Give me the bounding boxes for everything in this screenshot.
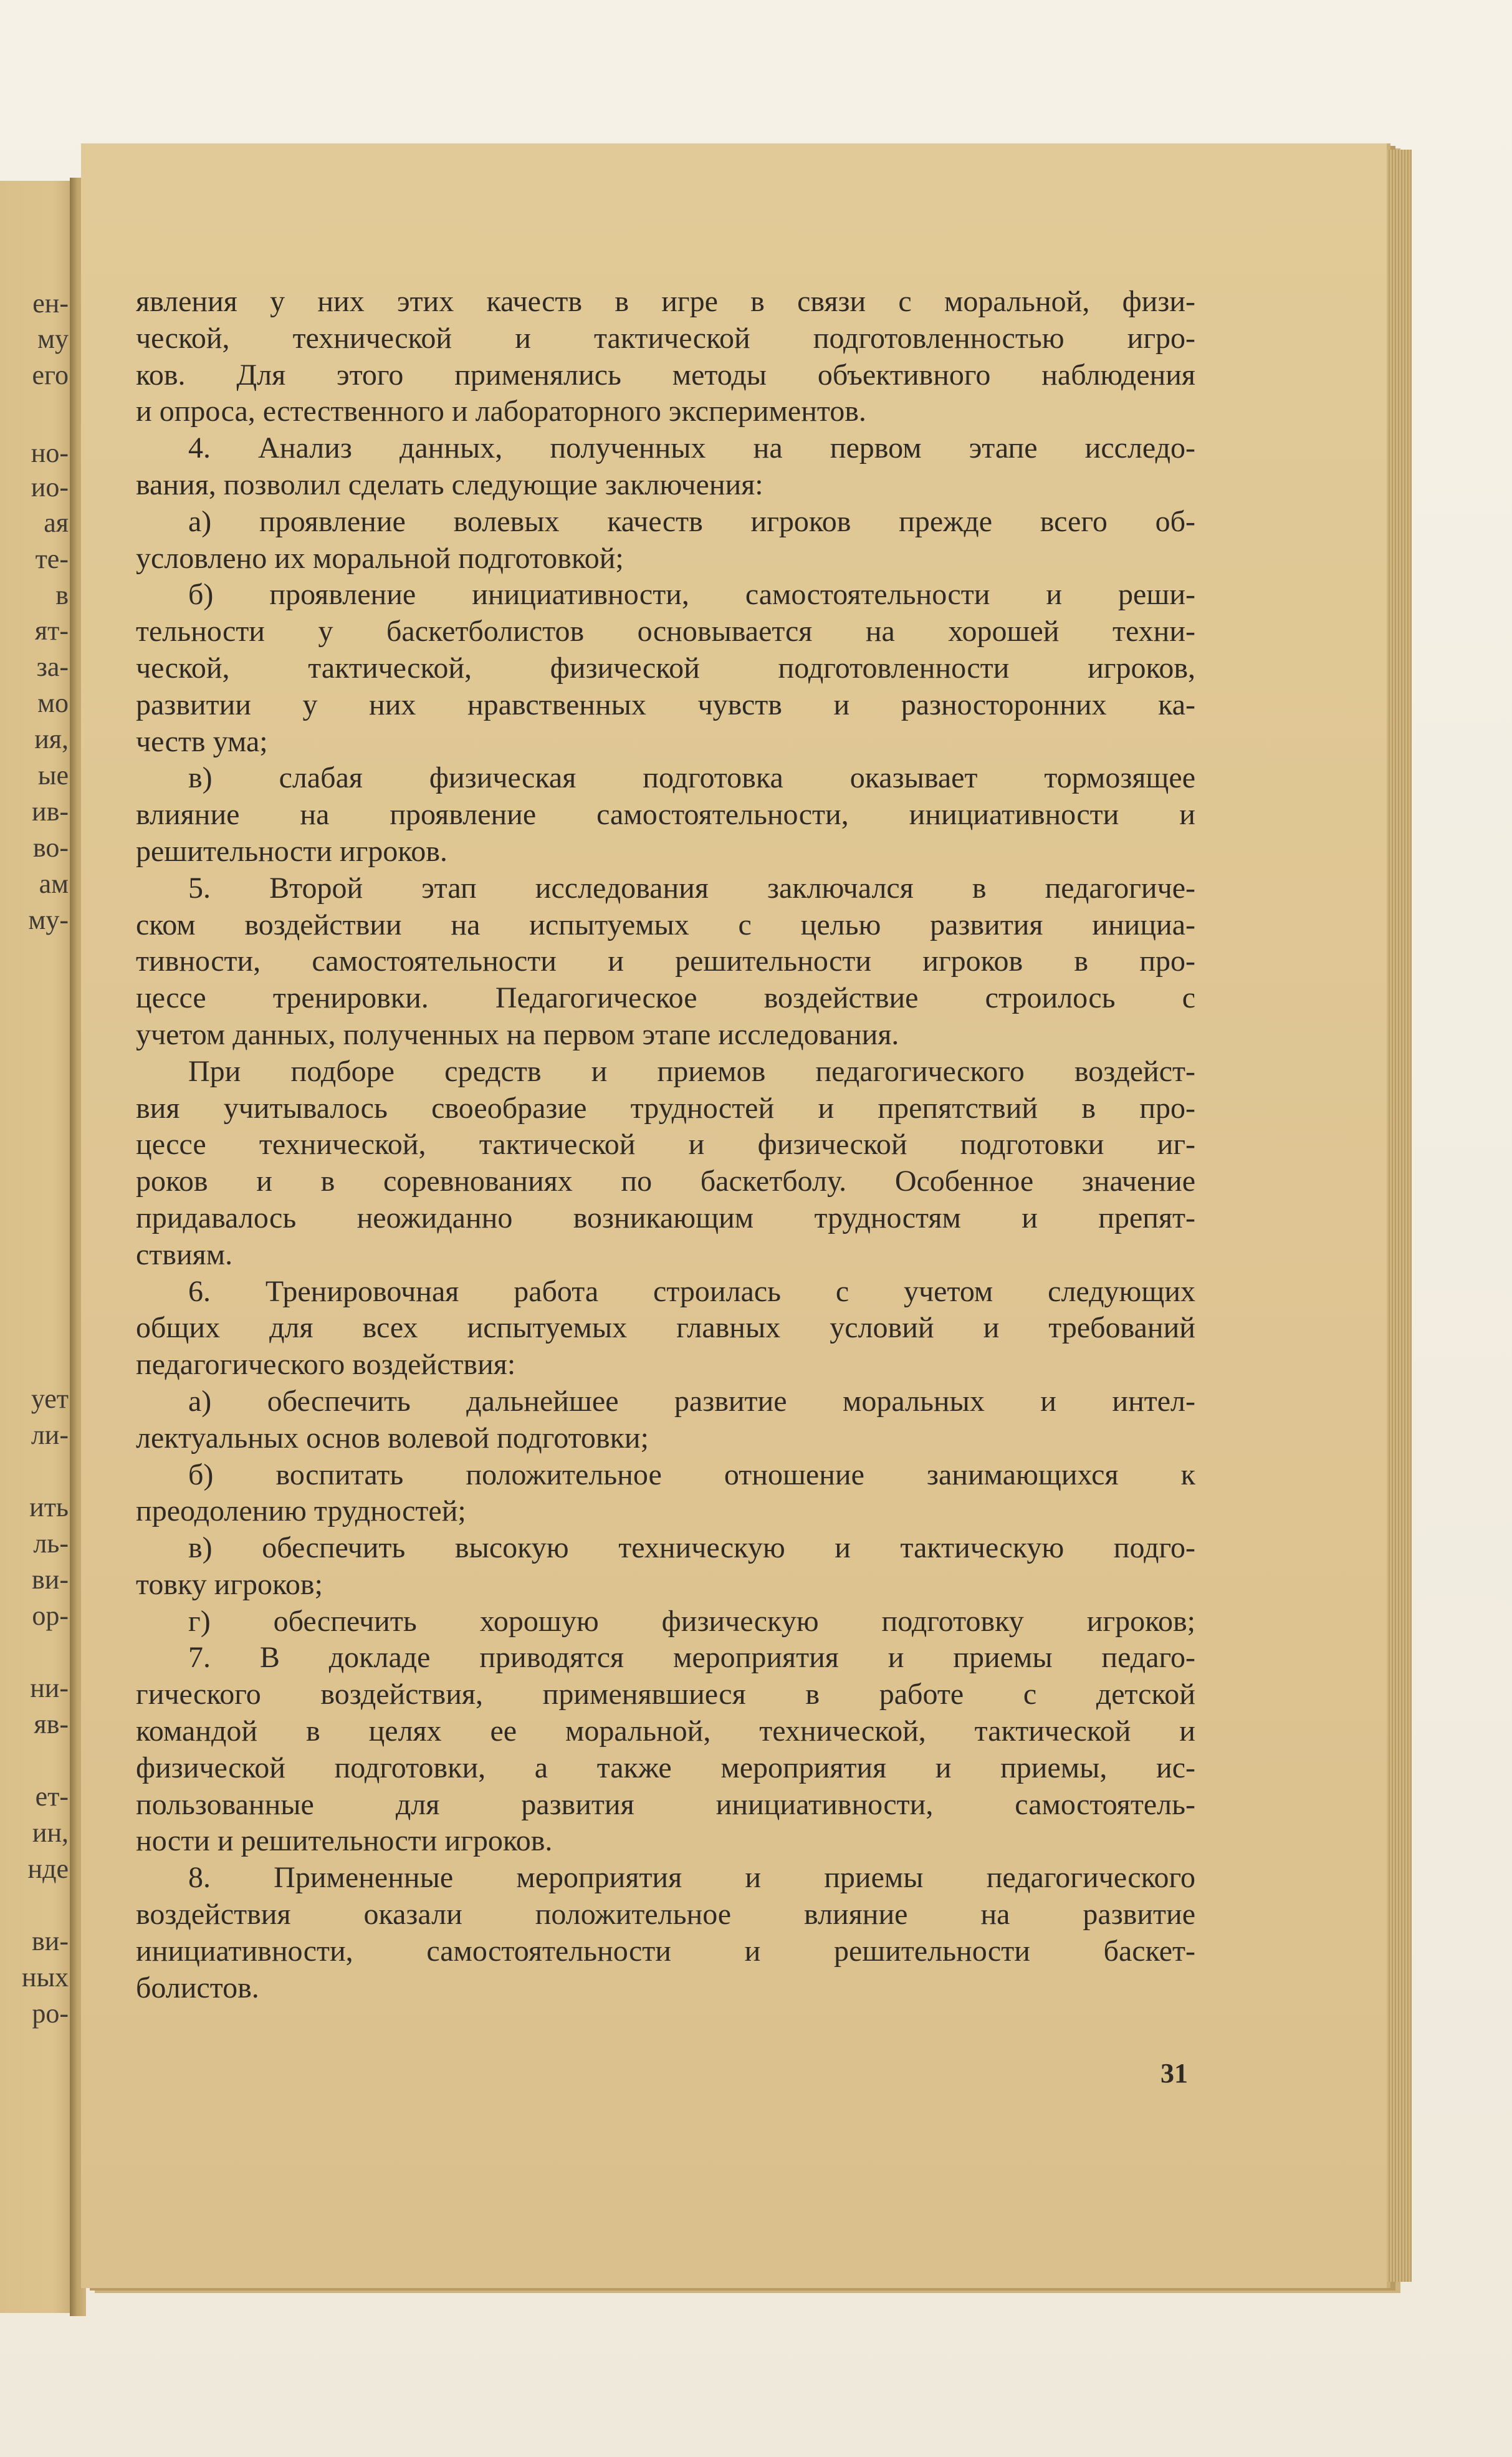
text-line: ческой, технической и тактической подготовленностью игро- — [136, 321, 1195, 355]
text-line: учетом данных, полученных на первом этапе исследования. — [136, 1017, 899, 1051]
text-line: лектуальных основ волевой подготовки; — [136, 1421, 649, 1454]
previous-page-fragment: ив- — [32, 796, 69, 827]
text-line: решительности игроков. — [136, 834, 447, 868]
text-line: физической подготовки, а также мероприятия и приемы, ис- — [136, 1751, 1195, 1784]
previous-page-fragment: ые — [37, 760, 69, 791]
text-line: г) обеспечить хорошую физическую подготовку игроков; — [188, 1604, 1195, 1638]
text-line: 6. Тренировочная работа строилась с учетом следующих — [188, 1274, 1195, 1308]
previous-page-fragment: за- — [36, 652, 69, 682]
previous-page-fragment: ных — [21, 1962, 69, 1993]
previous-page-fragment: ро- — [32, 1998, 69, 2029]
page-body-text — [136, 284, 1195, 2006]
text-line: придавалось неожиданно возникающим трудностям и препят- — [136, 1201, 1195, 1234]
text-line: в) слабая физическая подготовка оказывает тормозящее — [188, 761, 1195, 795]
previous-page-fragment: ин, — [32, 1817, 69, 1848]
text-line: и опроса, естественного и лабораторного экспериментов. — [136, 395, 866, 428]
text-line: цессе тренировки. Педагогическое воздействие строилось с — [136, 981, 1195, 1015]
text-line: развитии у них нравственных чувств и разносторонних ка- — [136, 688, 1195, 721]
previous-page-fragment: му — [37, 324, 69, 354]
text-line: 8. Примененные мероприятия и приемы педагогического — [188, 1861, 1195, 1895]
text-line: цессе технической, тактической и физической подготовки иг- — [136, 1128, 1195, 1161]
text-line: общих для всех испытуемых главных условий и требований — [136, 1311, 1195, 1345]
previous-page-fragment: ви- — [32, 1926, 69, 1956]
text-line: пользованные для развития инициативности, самостоятель- — [136, 1787, 1195, 1821]
previous-page-fragment: ует — [31, 1383, 69, 1414]
text-line: тивности, самостоятельности и решительности игроков в про- — [136, 945, 1195, 978]
previous-page-fragment: ам — [39, 868, 69, 899]
text-line: командой в целях ее моральной, технической, тактической и — [136, 1714, 1195, 1748]
previous-page-text — [0, 181, 75, 2313]
previous-page-fragment: ят- — [34, 615, 69, 646]
previous-page-fragment: ио- — [31, 472, 69, 502]
text-line: 7. В докладе приводятся мероприятия и приемы педаго- — [188, 1641, 1195, 1675]
text-line: гического воздействия, применявшиеся в работе с детской — [136, 1678, 1195, 1711]
previous-page-fragment: ая — [44, 507, 69, 538]
text-line: влияние на проявление самостоятельности, инициативности и — [136, 798, 1195, 832]
text-line: ском воздействии на испытуемых с целью развития инициа- — [136, 908, 1195, 941]
previous-page-fragment: во- — [32, 832, 69, 863]
text-line: болистов. — [136, 1971, 259, 2004]
text-line: условлено их моральной подготовкой; — [136, 541, 624, 575]
text-line: ческой, тактической, физической подготовленности игроков, — [136, 651, 1195, 685]
previous-page-fragment: ор- — [32, 1600, 69, 1631]
text-line: б) проявление инициативности, самостоятельности и реши- — [188, 578, 1195, 612]
previous-page — [0, 181, 75, 2313]
text-line: товку игроков; — [136, 1567, 323, 1601]
text-line: честв ума; — [136, 724, 268, 758]
previous-page-fragment: но- — [31, 438, 69, 468]
text-line: 5. Второй этап исследования заключался в педагогиче- — [188, 871, 1195, 905]
previous-page-fragment: мо — [37, 688, 69, 718]
previous-page-fragment: нде — [27, 1854, 69, 1884]
text-line: вия учитывалось своеобразие трудностей и препятствий в про- — [136, 1091, 1195, 1125]
text-line: а) обеспечить дальнейшее развитие моральных и интел- — [188, 1384, 1195, 1418]
text-line: тельности у баскетболистов основывается на хорошей техни- — [136, 615, 1195, 648]
text-line: При подборе средств и приемов педагогического воздейст- — [188, 1054, 1195, 1088]
page-edge — [1387, 150, 1412, 2282]
text-line: ствиям. — [136, 1238, 233, 1271]
text-line: вания, позволил сделать следующие заключения: — [136, 468, 763, 501]
text-line: ности и решительности игроков. — [136, 1824, 553, 1858]
text-line: воздействия оказали положительное влияние на развитие — [136, 1898, 1195, 1931]
text-line: преодолению трудностей; — [136, 1494, 466, 1528]
text-line: педагогического воздействия: — [136, 1348, 516, 1382]
page-number: 31 — [1160, 2058, 1188, 2089]
previous-page-fragment: му- — [28, 905, 69, 935]
previous-page-fragment: ви- — [32, 1564, 69, 1595]
previous-page-fragment: яв- — [34, 1709, 69, 1739]
previous-page-fragment: его — [32, 360, 69, 390]
text-line: явления у них этих качеств в игре в связи с моральной, физи- — [136, 285, 1195, 318]
previous-page-fragment: в — [55, 580, 69, 610]
previous-page-fragment: ен- — [32, 288, 69, 319]
text-line: 4. Анализ данных, полученных на первом этапе исследо- — [188, 431, 1195, 465]
text-line: роков и в соревнованиях по баскетболу. Особенное значение — [136, 1165, 1195, 1198]
text-line: в) обеспечить высокую техническую и тактическую подго- — [188, 1531, 1195, 1565]
previous-page-fragment: ия, — [34, 724, 69, 754]
text-line: б) воспитать положительное отношение занимающихся к — [188, 1458, 1195, 1491]
previous-page-fragment: ить — [29, 1492, 69, 1522]
text-line: ков. Для этого применялись методы объективного наблюдения — [136, 358, 1195, 392]
previous-page-fragment: ль- — [33, 1528, 69, 1559]
previous-page-fragment: ли- — [31, 1420, 69, 1450]
previous-page-fragment: ни- — [30, 1673, 69, 1703]
previous-page-fragment: те- — [35, 544, 69, 574]
previous-page-fragment: ет- — [35, 1781, 69, 1812]
text-line: а) проявление волевых качеств игроков прежде всего об- — [188, 504, 1195, 538]
text-line: инициативности, самостоятельности и решительности баскет- — [136, 1934, 1195, 1968]
